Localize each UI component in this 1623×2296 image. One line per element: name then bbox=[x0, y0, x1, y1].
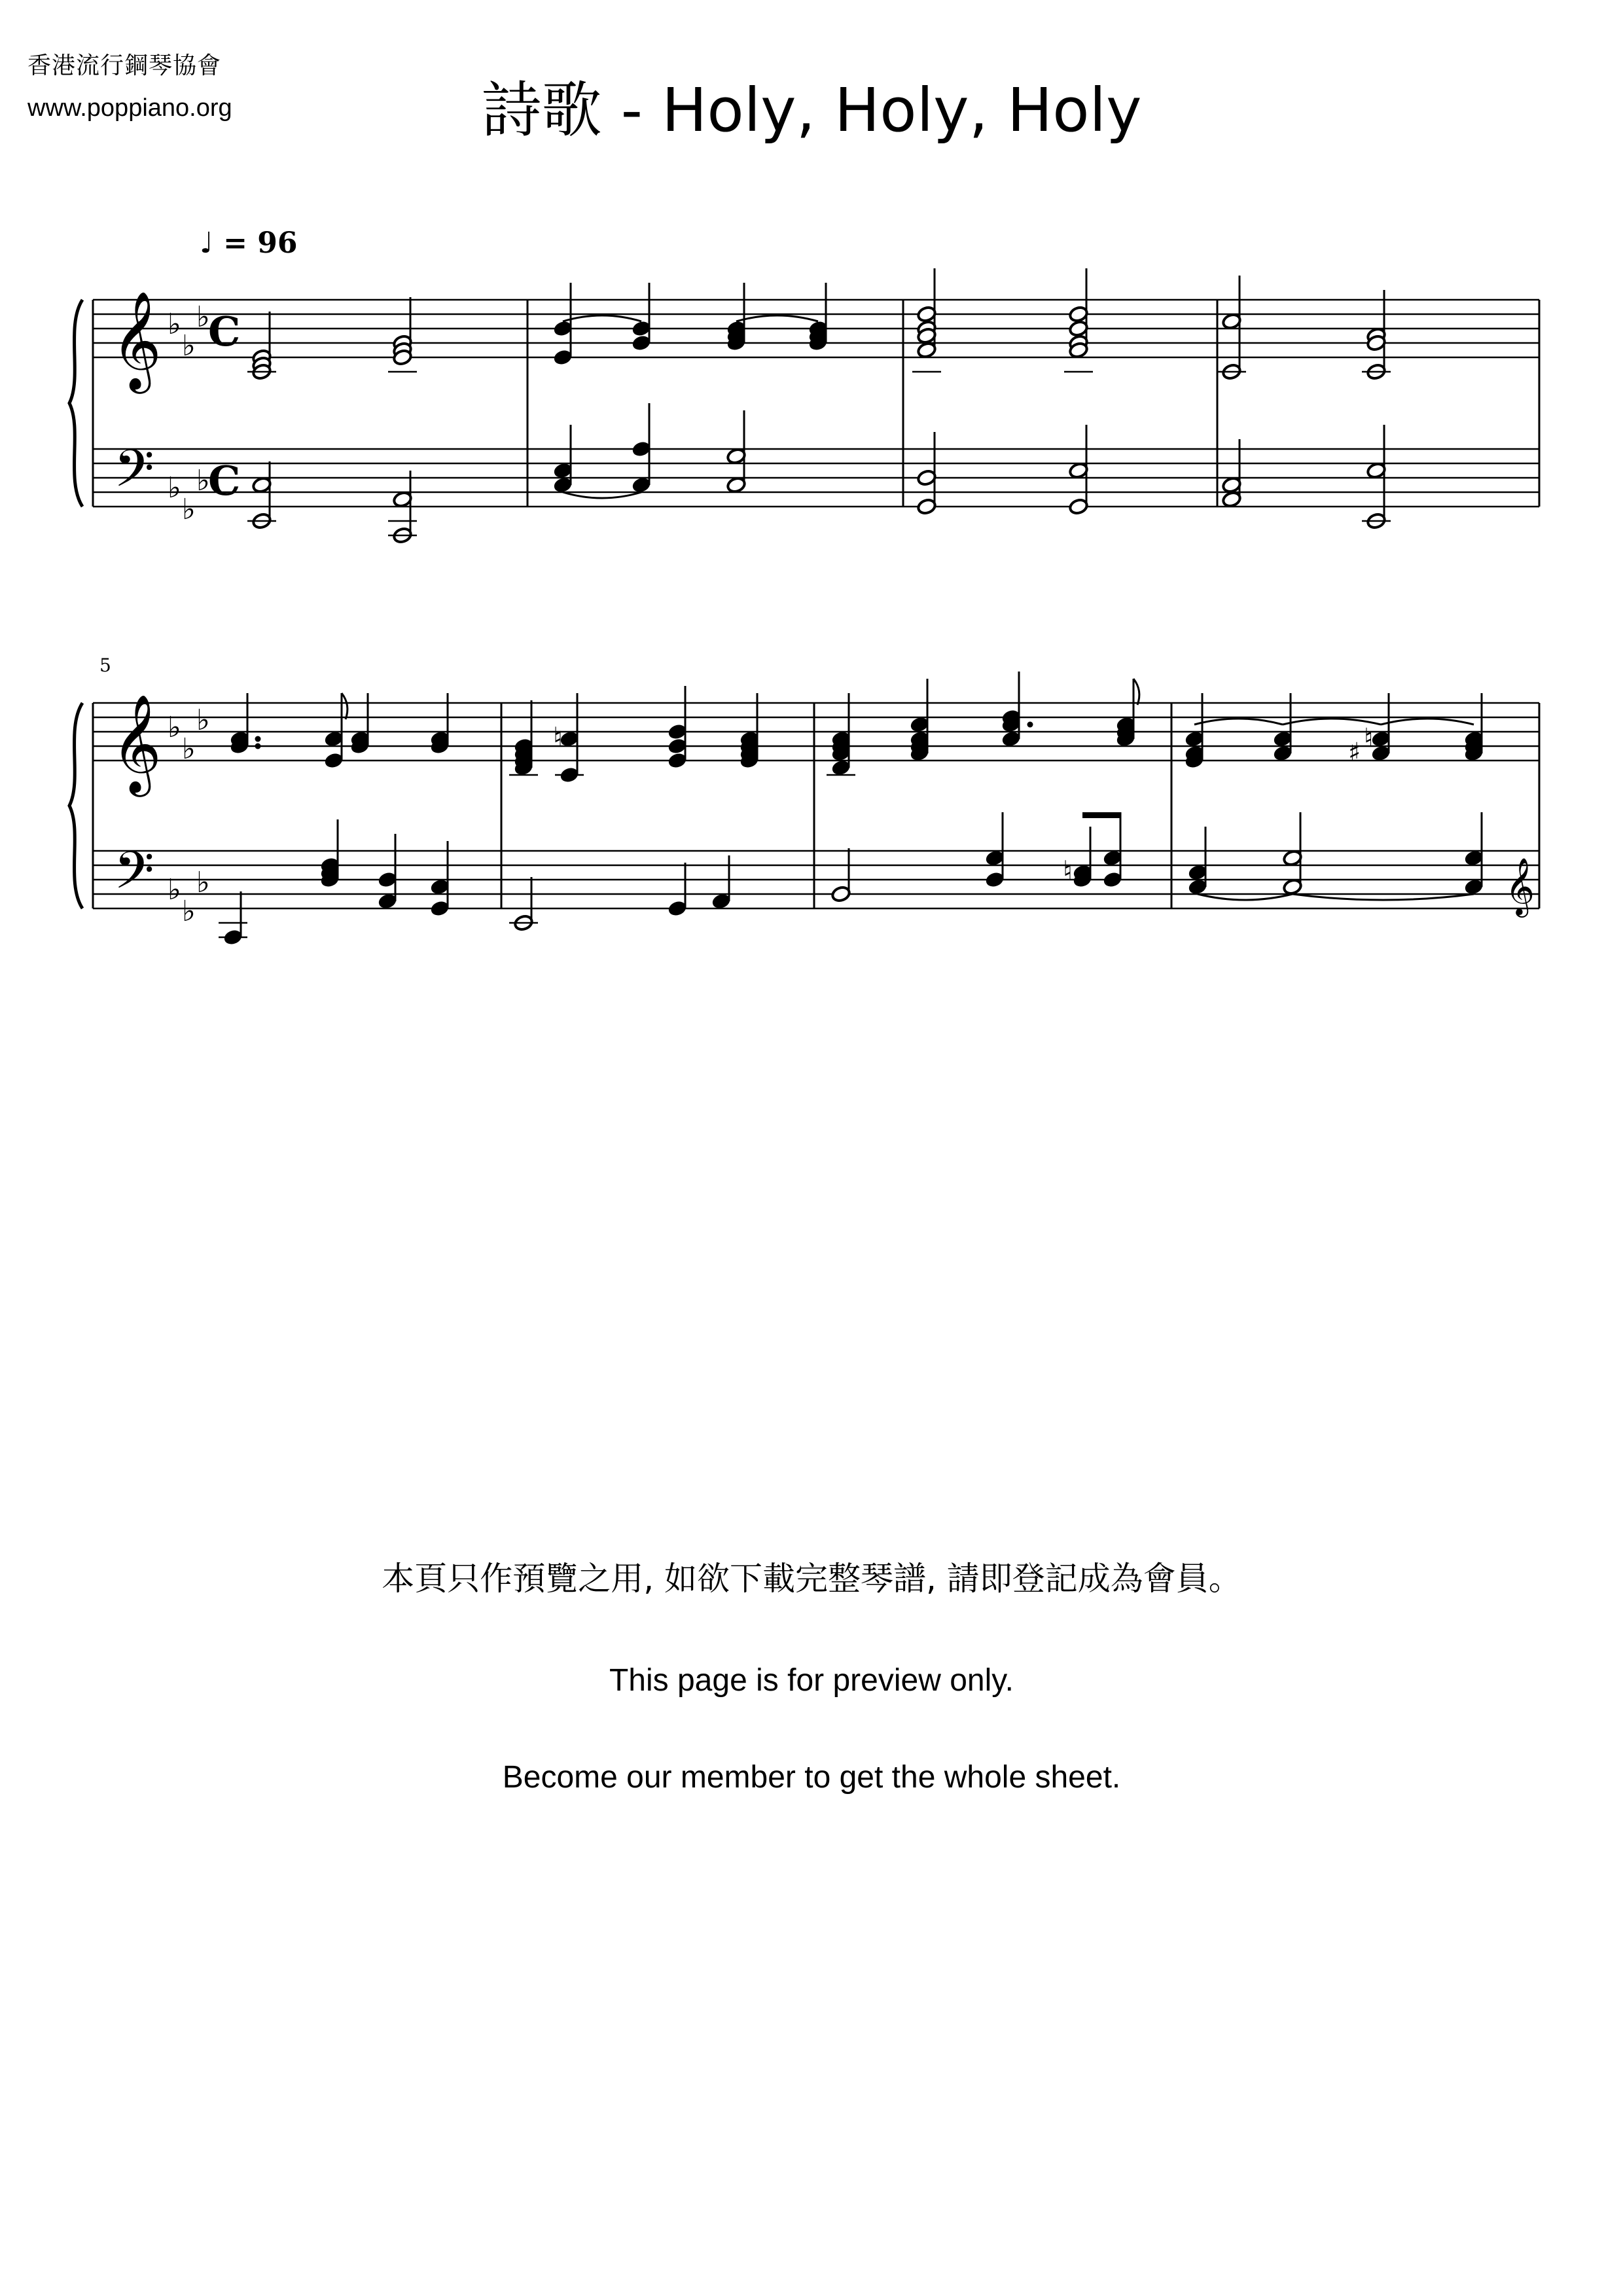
system-1 bbox=[69, 268, 1539, 544]
dot bbox=[1027, 722, 1033, 728]
flat-sign: ♭ bbox=[182, 732, 196, 766]
time-signature: C bbox=[208, 457, 241, 505]
flat-sign: ♭ bbox=[168, 711, 181, 744]
tie bbox=[1198, 894, 1293, 900]
natural-sign: ♮ bbox=[1364, 723, 1374, 753]
treble-clef: 𝄞 bbox=[111, 290, 162, 389]
tie bbox=[563, 315, 641, 321]
music-score bbox=[0, 0, 1623, 1047]
flat-sign: ♭ bbox=[196, 464, 210, 497]
flat-sign: ♭ bbox=[196, 704, 210, 737]
flat-sign: ♭ bbox=[182, 895, 196, 928]
bass-clef: 𝄢 bbox=[114, 840, 154, 914]
flat-sign: ♭ bbox=[168, 308, 181, 341]
flat-sign: ♭ bbox=[182, 329, 196, 363]
sharp-sign: ♯ bbox=[1348, 738, 1361, 768]
system-brace bbox=[69, 703, 82, 908]
tie bbox=[1381, 719, 1474, 725]
treble-clef-change: 𝄞 bbox=[1505, 857, 1535, 915]
flat-sign: ♭ bbox=[168, 873, 181, 906]
beam bbox=[1082, 812, 1120, 818]
measure-number: 5 bbox=[99, 655, 111, 676]
dot bbox=[255, 744, 261, 749]
tie bbox=[563, 492, 641, 498]
flat-sign: ♭ bbox=[168, 471, 181, 505]
preview-notice-english-1: This page is for preview only. bbox=[609, 1663, 1014, 1698]
tempo-marking: ♩ = 96 bbox=[200, 226, 298, 260]
natural-sign: ♮ bbox=[553, 721, 563, 753]
preview-notice-chinese: 本頁只作預覽之用, 如欲下載完整琴譜, 請即登記成為會員。 bbox=[382, 1560, 1241, 1598]
flat-sign: ♭ bbox=[196, 866, 210, 899]
flat-sign: ♭ bbox=[196, 300, 210, 334]
tie bbox=[1293, 894, 1474, 900]
time-signature: C bbox=[208, 308, 241, 355]
dot bbox=[255, 736, 261, 742]
page-title: 詩歌 - Holy, Holy, Holy bbox=[481, 75, 1142, 145]
natural-sign: ♮ bbox=[1063, 855, 1073, 887]
tie bbox=[736, 315, 818, 321]
system-2 bbox=[69, 672, 1539, 946]
treble-clef: 𝄞 bbox=[111, 693, 162, 793]
system-brace bbox=[69, 300, 82, 507]
site-url[interactable]: www.poppiano.org bbox=[27, 94, 232, 122]
tie bbox=[1194, 719, 1283, 725]
bass-clef: 𝄢 bbox=[114, 438, 154, 512]
flat-sign: ♭ bbox=[182, 493, 196, 526]
preview-notice-english-2: Become our member to get the whole sheet. bbox=[502, 1760, 1121, 1795]
site-name: 香港流行鋼琴協會 bbox=[27, 52, 222, 79]
